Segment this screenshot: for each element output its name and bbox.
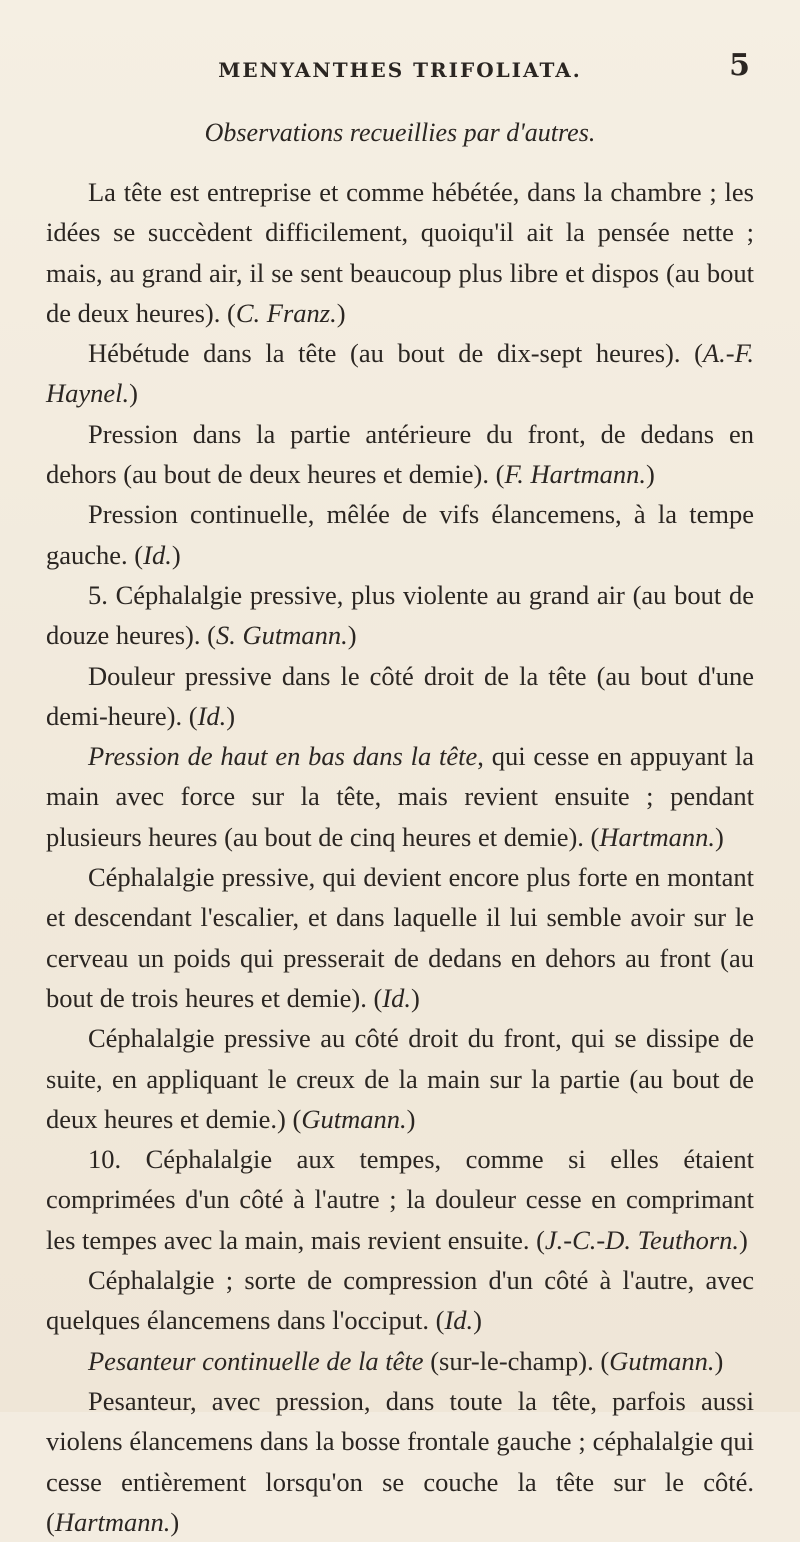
observation-paragraph (46, 656, 754, 737)
italic-text: Pesanteur continuelle de la tête (88, 1345, 424, 1376)
italic-text: Id. (382, 982, 411, 1013)
text-segment: Pesanteur, avec pression, dans toute la tête, parfois aussi violens élancemens dans la bosse frontale gauche ; céphalalgie qui cesse entièrement lorsqu'on se couche la tête sur le côté. ( (46, 1385, 754, 1537)
italic-text: Hartmann. (599, 821, 715, 852)
italic-text: A.-F. Haynel. (46, 338, 754, 409)
observation-paragraph (46, 494, 754, 575)
observation-paragraph (46, 575, 754, 656)
italic-text: Pression de haut en bas dans la tête (88, 741, 478, 772)
text-segment: ) (129, 378, 138, 409)
text-segment: Douleur pressive dans le côté droit de la tête (au bout d'une demi-heure). ( (46, 660, 754, 731)
text-segment: Pression dans la partie antérieure du front, de dedans en dehors (au bout de deux heures et demie). ( (46, 418, 754, 490)
text-segment: ) (347, 620, 357, 651)
observation-paragraph (46, 1139, 754, 1260)
observation-paragraph (46, 333, 754, 414)
italic-text: Gutmann. (609, 1345, 715, 1376)
observation-paragraph (46, 857, 754, 1018)
text-segment: Hébétude dans la tête (au bout de dix-sept heures). ( (88, 338, 703, 369)
text-segment: La tête est entreprise et comme hébétée, dans la chambre ; les idées se succèdent difficilement, quoiqu'il ait la pensée nette ; mais, au grand air, il se sent beaucoup plus libre et dispos (au bout de deux heures). ( (46, 177, 754, 328)
italic-text: F. Hartmann. (504, 459, 647, 490)
text-segment: ) (714, 821, 724, 852)
observation-paragraph (46, 172, 754, 333)
text-segment: ) (406, 1103, 416, 1134)
observations-text (46, 172, 754, 1542)
italic-text: S. Gutmann. (215, 620, 348, 651)
italic-text: J.-C.-D. Teuthorn. (544, 1224, 740, 1255)
observation-paragraph (46, 1381, 754, 1542)
text-segment: ) (226, 700, 236, 731)
text-segment: Pression continuelle, mêlée de vifs élancemens, à la tempe gauche. ( (46, 499, 754, 570)
text-segment: ) (336, 297, 346, 328)
text-segment: ) (170, 1506, 180, 1537)
observation-paragraph (46, 414, 754, 495)
text-segment: Céphalalgie ; sorte de compression d'un côté à l'autre, avec quelques élancemens dans l'occiput. ( (46, 1265, 754, 1336)
text-segment: (sur-le-champ). ( (423, 1345, 610, 1376)
observation-paragraph (46, 736, 754, 857)
text-segment: Céphalalgie pressive au côté droit du front, qui se dissipe de suite, en appliquant le creux de la main sur la partie (au bout de deux heures et demie.) ( (46, 1023, 754, 1134)
text-segment: ) (171, 539, 181, 570)
section-title: Observations recueillies par d'autres. (204, 118, 596, 147)
text-segment: ) (473, 1305, 482, 1336)
text-segment: ) (411, 982, 420, 1013)
text-segment: 5. Céphalalgie pressive, plus violente au grand air (au bout de douze heures). ( (46, 579, 754, 651)
italic-text: Gutmann. (301, 1103, 407, 1134)
italic-text: C. Franz. (235, 297, 337, 328)
italic-text: Id. (197, 700, 227, 731)
text-segment: ) (714, 1345, 724, 1376)
text-segment: Céphalalgie pressive, qui devient encore plus forte en montant et descendant l'escalier, et dans laquelle il lui semble avoir sur le cerveau un poids qui presserait de dedans en dehors au front (au bout de trois heures et demie). ( (46, 862, 754, 1013)
observation-paragraph (46, 1018, 754, 1139)
italic-text: Id. (143, 539, 172, 570)
observation-paragraph (46, 1260, 754, 1341)
text-segment: ) (739, 1224, 748, 1255)
text-segment: 10. Céphalalgie aux tempes, comme si elles étaient comprimées d'un côté à l'autre ; la douleur cesse en comprimant les tempes avec la main, mais revient ensuite. ( (46, 1144, 754, 1255)
text-segment: ) (646, 459, 655, 490)
running-head (46, 48, 754, 108)
observation-paragraph (46, 1341, 754, 1381)
page-number: 5 (729, 48, 750, 83)
text-segment: , qui cesse en appuyant la main avec force sur la tête, mais revient ensuite ; pendant plusieurs heures (au bout de cinq heures et demie). ( (46, 741, 755, 852)
italic-text: Id. (444, 1305, 474, 1336)
italic-text: Hartmann. (54, 1506, 171, 1537)
running-title: MENYANTHES TRIFOLIATA. (218, 58, 582, 82)
